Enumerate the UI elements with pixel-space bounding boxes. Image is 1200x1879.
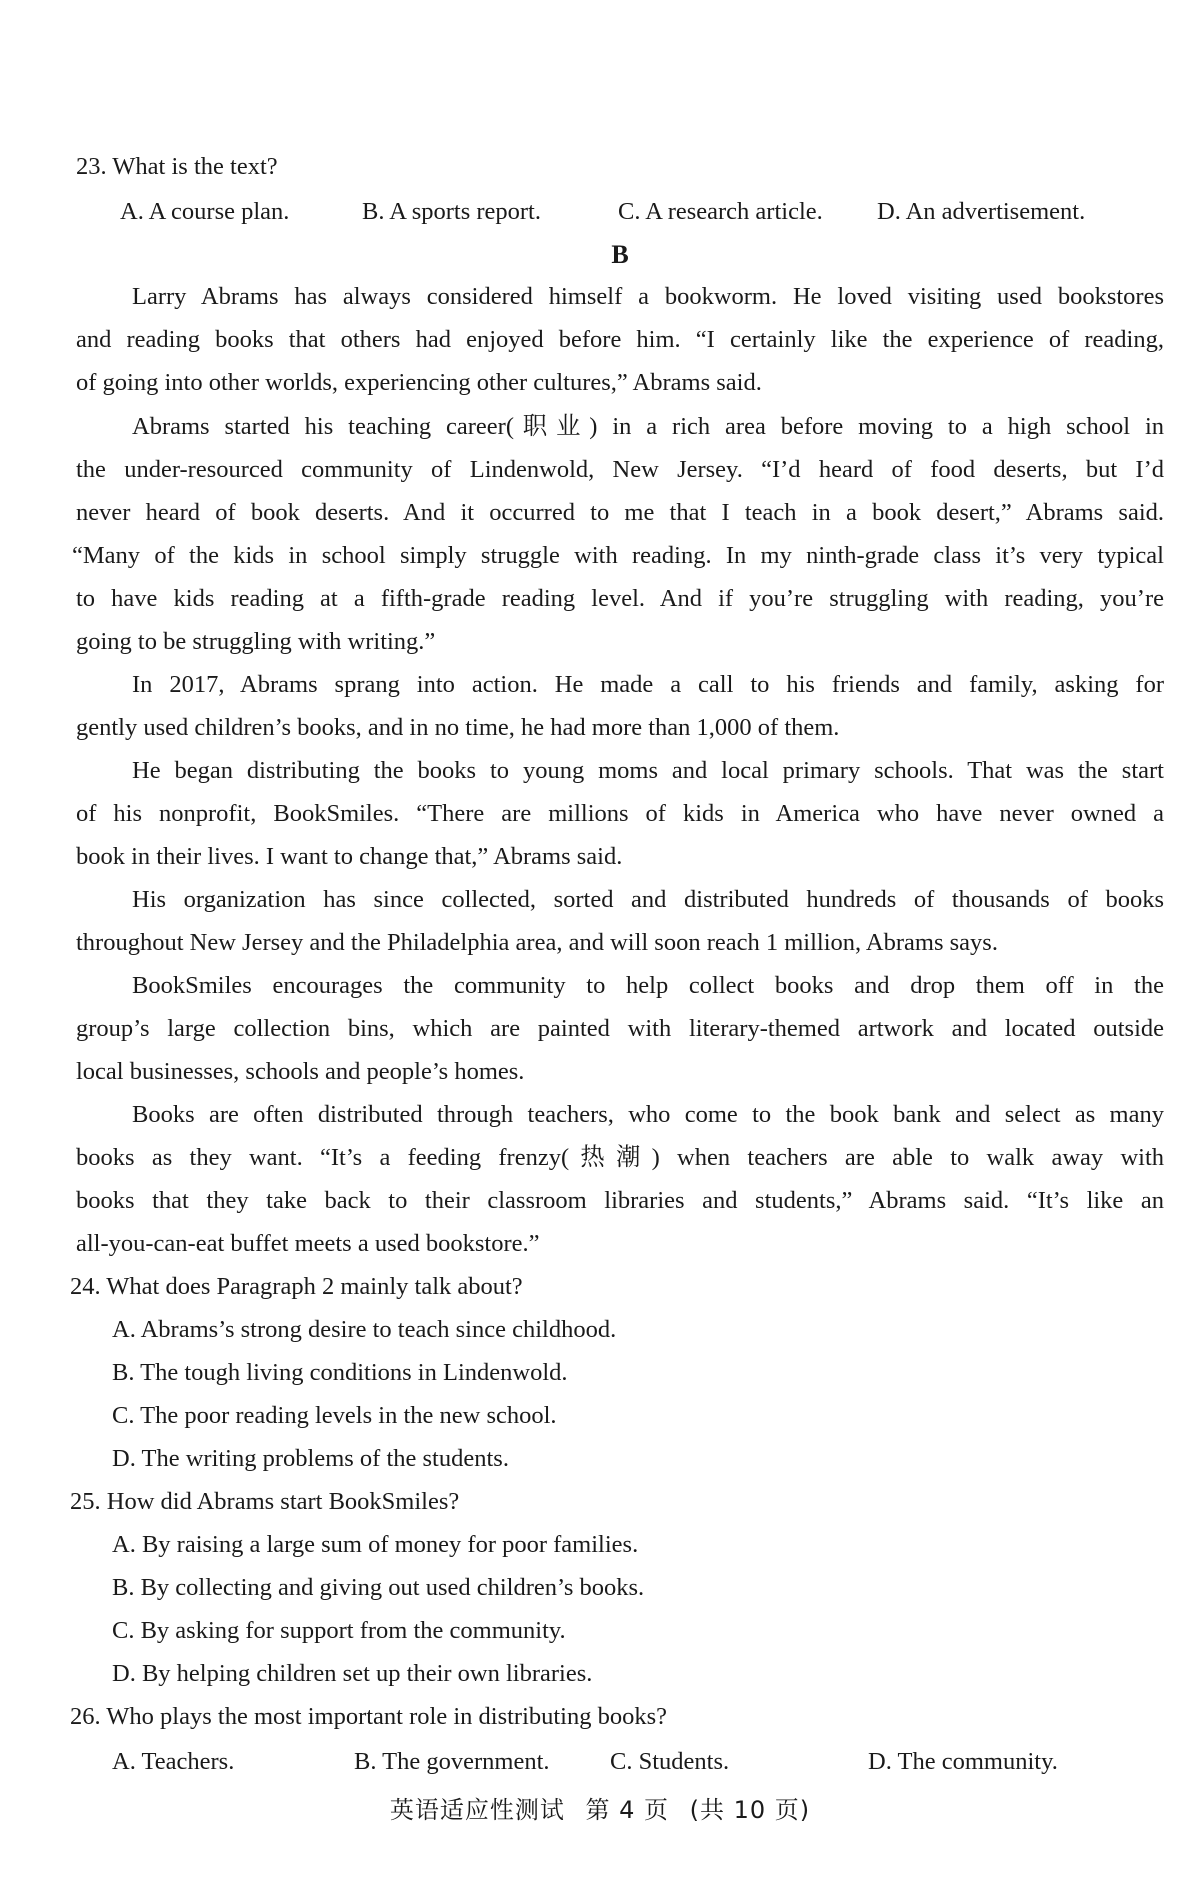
q26-option-a: A. Teachers.: [112, 1748, 235, 1775]
passage-line: group’s large collection bins, which are painted with literary-themed artwork and located outside: [76, 1015, 1164, 1042]
passage-line: He began distributing the books to young moms and local primary schools. That was the start: [132, 757, 1164, 784]
passage-line: going to be struggling with writing.”: [76, 628, 436, 655]
passage-line: Books are often distributed through teachers, who come to the book bank and select as many: [132, 1101, 1164, 1128]
q25-option-d: D. By helping children set up their own libraries.: [112, 1660, 593, 1687]
passage-line: and reading books that others had enjoyed before him. “I certainly like the experience of reading,: [76, 326, 1164, 353]
q23-option-a: A. A course plan.: [120, 198, 290, 225]
passage-line: to have kids reading at a fifth-grade reading level. And if you’re struggling with reading, you’re: [76, 585, 1164, 612]
passage-line: His organization has since collected, sorted and distributed hundreds of thousands of books: [132, 886, 1164, 913]
footer-subject: 英语适应性测试: [389, 1796, 565, 1824]
q23-option-c: C. A research article.: [618, 198, 823, 225]
q25-option-c: C. By asking for support from the community.: [112, 1617, 566, 1644]
footer-page-number: 第 4 页: [585, 1796, 669, 1824]
question-26: 26. Who plays the most important role in distributing books?: [70, 1703, 668, 1730]
passage-line: book in their lives. I want to change that,” Abrams said.: [76, 843, 623, 870]
q24-option-d: D. The writing problems of the students.: [112, 1445, 509, 1472]
passage-line: local businesses, schools and people’s homes.: [76, 1058, 525, 1085]
passage-line: Larry Abrams has always considered himself a bookworm. He loved visiting used bookstores: [132, 283, 1164, 310]
passage-line: In 2017, Abrams sprang into action. He made a call to his friends and family, asking for: [132, 671, 1164, 698]
q24-option-b: B. The tough living conditions in Lindenwold.: [112, 1359, 568, 1386]
passage-line: “Many of the kids in school simply struggle with reading. In my ninth-grade class it’s very typical: [72, 542, 1164, 569]
question-23: 23. What is the text?: [76, 153, 278, 180]
q24-option-a: A. Abrams’s strong desire to teach since childhood.: [112, 1316, 617, 1343]
q24-option-c: C. The poor reading levels in the new school.: [112, 1402, 557, 1429]
passage-line: all-you-can-eat buffet meets a used bookstore.”: [76, 1230, 540, 1257]
passage-line: books as they want. “It’s a feeding frenzy(热潮) when teachers are able to walk away with: [76, 1144, 1164, 1171]
passage-line: the under-resourced community of Lindenwold, New Jersey. “I’d heard of food deserts, but I’d: [76, 456, 1164, 483]
q23-option-b: B. A sports report.: [362, 198, 541, 225]
passage-line: of his nonprofit, BookSmiles. “There are millions of kids in America who have never owned a: [76, 800, 1164, 827]
page-footer: [0, 1795, 1200, 1825]
passage-line: BookSmiles encourages the community to help collect books and drop them off in the: [132, 972, 1164, 999]
passage-line: gently used children’s books, and in no time, he had more than 1,000 of them.: [76, 714, 840, 741]
q23-option-d: D. An advertisement.: [877, 198, 1086, 225]
q26-option-c: C. Students.: [610, 1748, 730, 1775]
footer-total-pages: (共 10 页): [689, 1796, 811, 1824]
question-25: 25. How did Abrams start BookSmiles?: [70, 1488, 460, 1515]
passage-line: throughout New Jersey and the Philadelphia area, and will soon reach 1 million, Abrams says.: [76, 929, 998, 956]
passage-line: of going into other worlds, experiencing other cultures,” Abrams said.: [76, 369, 762, 396]
passage-line: Abrams started his teaching career(职业) in a rich area before moving to a high school in: [132, 413, 1164, 440]
q26-option-d: D. The community.: [868, 1748, 1058, 1775]
q25-option-a: A. By raising a large sum of money for poor families.: [112, 1531, 639, 1558]
section-label: B: [611, 240, 629, 269]
q26-option-b: B. The government.: [354, 1748, 550, 1775]
q25-option-b: B. By collecting and giving out used children’s books.: [112, 1574, 645, 1601]
question-24: 24. What does Paragraph 2 mainly talk about?: [70, 1273, 523, 1300]
passage-line: books that they take back to their classroom libraries and students,” Abrams said. “It’s like an: [76, 1187, 1164, 1214]
passage-line: never heard of book deserts. And it occurred to me that I teach in a book desert,” Abrams said.: [76, 499, 1164, 526]
